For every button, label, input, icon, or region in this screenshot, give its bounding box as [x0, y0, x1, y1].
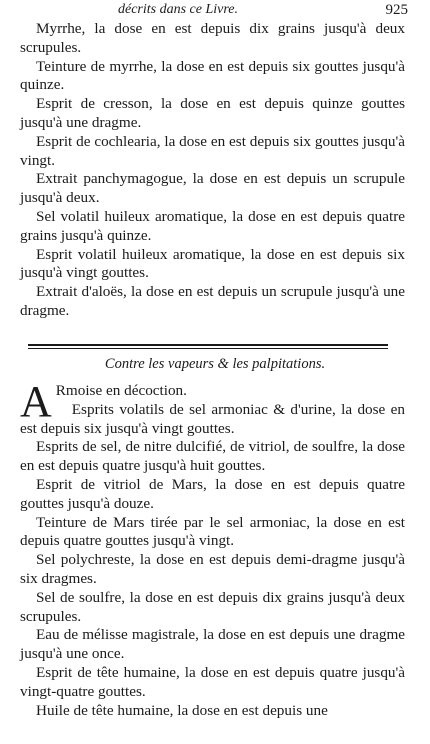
entry-extrait-panchymagogue: Extrait panchymagogue, la dose en est depuis un scrupule jusqu'à deux.	[20, 170, 405, 207]
top-entry-list	[20, 20, 405, 321]
entry-esprits-de-sel: Esprits de sel, de nitre dulcifié, de vitriol, de soulfre, la dose en est depuis quatre jusqu'à huit gouttes.	[20, 438, 405, 475]
entry-teinture-myrrhe: Teinture de myrrhe, la dose en est depuis six gouttes jusqu'à quinze.	[20, 57, 405, 94]
entry-sel-polychreste: Sel polychreste, la dose en est depuis demi-dragme jusqu'à six dragmes.	[20, 551, 405, 587]
entry-teinture-mars: Teinture de Mars tirée par le sel armoniac, la dose en est depuis quatre gouttes jusqu'à vingt.	[20, 513, 405, 550]
section-divider	[28, 344, 388, 349]
entry-armoise: Rmoise en décoction.	[55, 382, 187, 399]
entry-esprits-volatils: Esprits volatils de sel armoniac & d'urine, la dose en est depuis six jusqu'à vingt gouttes.	[20, 400, 405, 437]
entry-huile-tete: Huile de tête humaine, la dose en est depuis une	[36, 701, 328, 719]
entry-eau-melisse: Eau de mélisse magistrale, la dose en est depuis une dragme jusqu'à une once.	[20, 626, 405, 663]
entry-extrait-aloes: Extrait d'aloës, la dose en est depuis un scrupule jusqu'à une dragme.	[20, 283, 405, 319]
section-title: Contre les vapeurs & les palpitations.	[104, 356, 326, 372]
entry-sel-volatil: Sel volatil huileux aromatique, la dose en est depuis quatre grains jusqu'à quinze.	[20, 207, 405, 244]
running-title: décrits dans ce Livre.	[118, 2, 239, 17]
entry-sel-soulfre: Sel de soulfre, la dose en est depuis dix grains jusqu'à deux scrupules.	[20, 588, 405, 625]
page-number: 925	[385, 2, 408, 18]
section-entry-list	[20, 377, 405, 720]
entry-esprit-cochlearia: Esprit de cochlearia, la dose en est depuis six gouttes jusqu'à vingt.	[20, 132, 405, 169]
drop-cap: A	[20, 377, 52, 426]
entry-esprit-volatil: Esprit volatil huileux aromatique, la dose en est depuis six jusqu'à vingt gouttes.	[20, 245, 405, 282]
page-header	[18, 2, 408, 22]
entry-myrrhe: Myrrhe, la dose en est depuis dix grains jusqu'à deux scrupules.	[20, 20, 405, 56]
entry-vitriol-mars: Esprit de vitriol de Mars, la dose en est depuis quatre gouttes jusqu'à douze.	[20, 475, 405, 512]
entry-esprit-cresson: Esprit de cresson, la dose en est depuis quinze gouttes jusqu'à une dragme.	[20, 95, 405, 131]
entry-esprit-tete: Esprit de tête humaine, la dose en est depuis quatre jusqu'à vingt-quatre gouttes.	[20, 663, 405, 700]
